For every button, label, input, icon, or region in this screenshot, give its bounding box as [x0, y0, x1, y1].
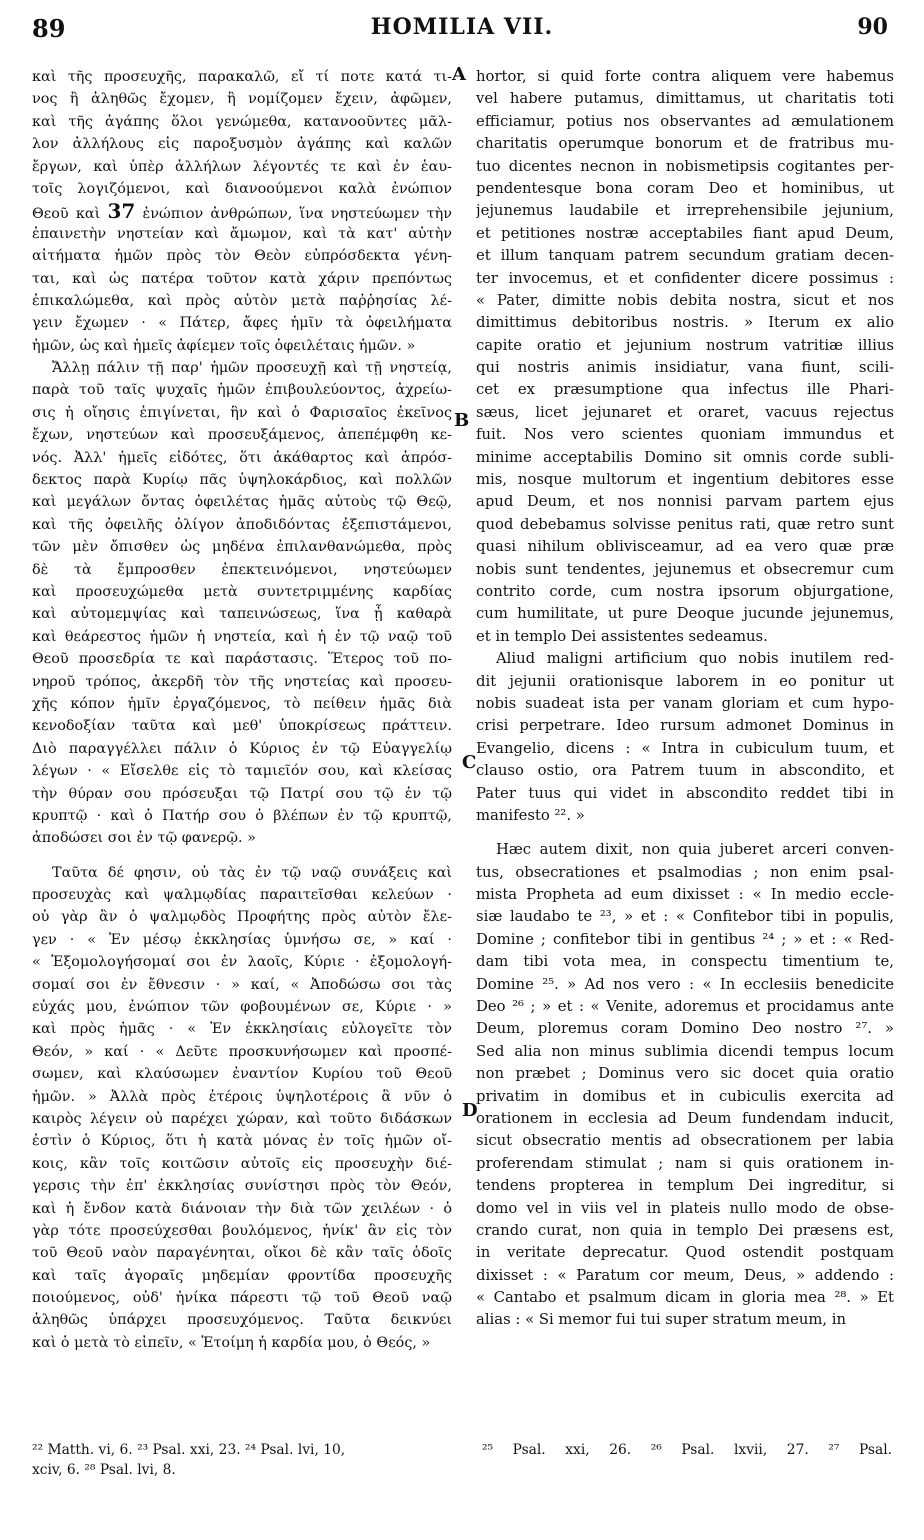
latin-text-line: fuit. Nos vero scientes quoniam immundus et — [476, 426, 894, 444]
latin-text-line: alias : « Si memor fui tui super stratum meum, in — [476, 1311, 847, 1329]
greek-text-line: ἡμῶν. » Ἀλλὰ πρὸς ἑτέροις ὑψηλοτέροις ἃ νῦν ὁ — [32, 1088, 452, 1105]
greek-text-line: ἔργων, καὶ ὑπὲρ ἀλλήλων λέγοντές τε καὶ ἐν ἑαυ- — [32, 158, 452, 175]
greek-text-line: ται, καὶ ὡς πατέρα τοῦτον κατὰ χάριν πρεπόντως — [32, 270, 452, 287]
greek-text-line: καὶ μεγάλων ὄντας ὀφειλέτας ἡμᾶς αὐτοὺς τῷ Θεῷ, — [32, 494, 452, 511]
latin-text-line: Deum, ploremus coram Domino Deo nostro ²⁷. » — [476, 1020, 894, 1038]
latin-text-line: siæ laudabo te ²³, » et : « Confitebor tibi in populis, — [476, 908, 894, 926]
latin-text-line: pendentesque bona coram Deo et hominibus, ut — [476, 179, 894, 197]
latin-text-line: hortor, si quid forte contra aliquem vere habemus — [476, 68, 894, 85]
latin-text-line: efficiamur, potius nos observantes ad æmulationem — [476, 112, 894, 130]
latin-text-line: apud Deum, et nos nonnisi parvam partem ejus — [476, 493, 894, 511]
latin-text-line: dimittimus debitoribus nostris. » Iterum ex alio — [476, 314, 894, 332]
latin-text-line: Domine ; confitebor tibi in gentibus ²⁴ ; » et : « Red- — [476, 930, 894, 948]
latin-text-line: clauso ostio, ora Patrem tuum in abscondito, et — [476, 762, 894, 780]
latin-text-line: quod debebamus solvisse penitus rati, quæ retro sunt — [476, 515, 894, 533]
greek-text-line: λον ἀλλήλους εἰς παροξυσμὸν ἀγάπης καὶ καλῶν — [32, 136, 452, 153]
latin-text-line: cet ex præsumptione qua infectus ille Phari- — [476, 381, 894, 399]
greek-text-line: σομαί σοι ἐν ἔθνεσιν · » καί, « Ἀποδώσω σοι τὰς — [32, 976, 452, 993]
latin-text-line: et illum tanquam patrem secundum gratiam decen- — [476, 247, 894, 265]
greek-text-line: ἡμῶν, ὡς καὶ ἡμεῖς ἀφίεμεν τοῖς ὀφειλέταις ἡμῶν. » — [32, 337, 416, 354]
greek-text-line: νηροῦ τρόπος, ἀκερδῆ τὸν τῆς νηστείας καὶ προσευ- — [32, 673, 452, 690]
latin-text-line: vel habere putamus, dimittamus, ut charitatis toti — [476, 90, 894, 108]
greek-text-line: ἔχων, νηστεύων καὶ προσευξάμενος, ἀπεπέμφθη κε- — [32, 427, 452, 444]
latin-text-line: crisi perpetrare. Ideo rursum admonet Dominus in — [476, 717, 894, 735]
latin-text-line: capite oratio et jejunium nostrum vatritiæ illius — [476, 336, 894, 354]
latin-text-line: charitatis operumque bonorum et de fratribus mu- — [476, 135, 894, 153]
greek-text-line: καιρὸς λέγειν οὐ παρέχει χώραν, καὶ τοῦτο διδάσκων — [32, 1110, 452, 1127]
greek-text-line: γερσις τὴν ἐπ' ἐκκλησίας συνίστησι πρὸς τὸν Θεόν, — [32, 1178, 452, 1195]
greek-text-line: κοις, κἂν τοῖς κοιτῶσιν αὐτοῖς εἰς προσευχὴν διέ- — [32, 1155, 452, 1172]
greek-text-line: καὶ ὁ μετὰ τὸ εἰπεῖν, « Ἑτοίμη ἡ καρδία μου, ὁ Θεός, » — [32, 1334, 431, 1351]
greek-text-line: Θεόν, » καί · « Δεῦτε προσκυνήσωμεν καὶ προσπέ- — [32, 1043, 452, 1060]
greek-text-line: καὶ προσευχώμεθα μετὰ συντετριμμένης καρδίας — [32, 583, 452, 600]
greek-text-line: Θεοῦ προσεδρία τε καὶ παράστασις. Ἕτερος τοῦ πο- — [32, 651, 452, 668]
greek-text-line: ἐπαινετὴν νηστείαν καὶ ἄμωμον, καὶ τὰ κατ' αὐτὴν — [32, 225, 452, 242]
greek-text-line: καὶ αὐτομεμψίας καὶ ταπεινώσεως, ἵνα ᾖ καθαρὰ — [32, 606, 452, 623]
greek-text-line: καὶ θεάρεστος ἡμῶν ἡ νηστεία, καὶ ἡ ἐν τῷ ναῷ τοῦ — [32, 628, 452, 645]
latin-text-line: domo vel in viis vel in plateis nullo modo de obse- — [476, 1199, 894, 1217]
latin-text-line: crando curat, non quia in templo Dei præsens est, — [476, 1221, 894, 1239]
latin-text-line: dit jejunii orationisque laborem in eo ponitur ut — [476, 672, 894, 690]
greek-text-line: τοῖς λογιζόμενοι, καὶ διανοούμενοι καλὰ ἐνώπιον — [32, 180, 452, 197]
latin-text-line: et petitiones nostræ acceptabiles fiant apud Deum, — [476, 224, 894, 242]
latin-text-line: orationem in ecclesia ad Deum fundendam inducit, — [476, 1109, 894, 1127]
greek-text-line: νός. Ἀλλ' ἡμεῖς εἰδότες, ὅτι ἀκάθαρτος καὶ ἀπρόσ- — [32, 449, 452, 466]
greek-text-line: Ταῦτα δέ φησιν, οὐ τὰς ἐν τῷ ναῷ συνάξεις καὶ — [52, 864, 452, 881]
greek-text-line: Ἄλλῃ πάλιν τῇ παρ' ἡμῶν προσευχῇ καὶ τῇ νηστείᾳ, — [52, 360, 452, 377]
latin-text-line: nobis sunt tendentes, jejunemus et obsecremur cum — [476, 560, 894, 578]
latin-text-line: mis, nosque multorum et ingentium debitores esse — [476, 471, 894, 489]
footnote-line: ²² Matth. vi, 6. ²³ Psal. xxi, 23. ²⁴ Psal. lvi, 10, — [32, 1442, 346, 1458]
latin-text-line: mista Propheta ad eum dixisset : « In medio eccle- — [476, 886, 894, 904]
latin-text-line: dixisset : « Paratum cor meum, Deus, » addendo : — [476, 1266, 894, 1284]
greek-text-line: καὶ τῆς ὀφειλῆς ὀλίγον ἀποδιδόντας ἐξεπιστάμενοι, — [32, 516, 452, 533]
greek-text-line: ἀποδώσει σοι ἐν τῷ φανερῷ. » — [32, 830, 256, 847]
greek-text-line: ἀληθῶς ὑπάρχει προσευχόμενος. Ταῦτα δεικνύει — [32, 1312, 452, 1329]
latin-text-line: Deo ²⁶ ; » et : « Venite, adoremus et procidamus ante — [476, 998, 894, 1016]
footnotes — [32, 1440, 894, 1480]
latin-text-line: contrito corde, cum nostra ipsorum objurgatione, — [476, 582, 894, 600]
greek-text-line: « Ἐξομολογήσομαί σοι ἐν λαοῖς, Κύριε · ἐξομολογή- — [32, 954, 452, 971]
latin-text-line: Pater tuus qui videt in abscondito reddet tibi in — [476, 784, 894, 802]
footnote-line: xciv, 6. ²⁸ Psal. lvi, 8. — [32, 1462, 176, 1478]
latin-text-line: et in templo Dei assistentes sedeamus. — [476, 627, 768, 645]
greek-text-line: τῶν μὲν ὄπισθεν ὡς μηδένα ἐπιλανθανώμεθα, πρὸς — [32, 539, 452, 556]
page-number-left: 89 — [32, 14, 66, 43]
latin-text-line: cum humilitate, ut pure Deoque jucunde jejunemus, — [476, 605, 894, 623]
latin-text-line: Domine ²⁵. » Ad nos vero : « In ecclesiis benedicite — [476, 975, 894, 993]
greek-text-line: κρυπτῷ · καὶ ὁ Πατήρ σου ὁ βλέπων ἐν τῷ κρυπτῷ, — [32, 807, 452, 824]
greek-text-line: γειν ἔχωμεν · « Πάτερ, ἄφες ἡμῖν τὰ ὀφειλήματα — [32, 315, 452, 332]
latin-text-line: nobis suadeat ista per vanam gloriam et cum hypo- — [476, 694, 894, 712]
greek-text-line: ἐστὶν ὁ Κύριος, ὅτι ἡ κατὰ μόνας ἐν τοῖς ἡμῶν οἴ- — [32, 1133, 452, 1150]
greek-text-line: καὶ πρὸς ἡμᾶς · « Ἐν ἐκκλησίαις εὐλογεῖτε τὸν — [32, 1021, 452, 1038]
margin-letter-a: A — [452, 64, 466, 85]
greek-text-line: ποιούμενος, οὐδ' ἡνίκα πάρεστι τῷ τοῦ Θεοῦ ναῷ — [32, 1290, 452, 1307]
greek-text-line: γεν · « Ἐν μέσῳ ἐκκλησίας ὑμνήσω σε, » καί · — [32, 931, 452, 948]
greek-text-line: εὐχάς μου, ἐνώπιον τῶν φοβουμένων σε, Κύριε · » — [32, 999, 452, 1016]
latin-text-line: tendens propterea in templum Dei ingreditur, si — [476, 1177, 894, 1195]
latin-text-line: jejunemus laudabile et irreprehensibile jejunium, — [476, 202, 894, 220]
greek-text-line: καὶ τῆς ἀγάπης ὅλοι γενώμεθα, κατανοοῦντες μᾶλ- — [32, 113, 452, 130]
greek-text-line: καὶ τῆς προσευχῆς, παρακαλῶ, εἴ τί ποτε κατά τι- — [32, 69, 452, 85]
greek-text-line: κενοδοξίαν ταῦτα καὶ μεθ' ὑποκρίσεως πράττειν. — [32, 718, 452, 735]
latin-text-line: in veritate deprecatur. Quod ostendit postquam — [476, 1244, 894, 1262]
greek-text-line: αἰτήματα ἡμῶν πρὸς τὸν Θεὸν εὐπρόσδεκτα γένη- — [32, 248, 452, 265]
greek-text-line: δεκτος παρὰ Κυρίῳ πᾶς ὑψηλοκάρδιος, καὶ πολλῶν — [32, 472, 452, 489]
latin-text-line: privatim in domibus et in cubiculis exercita ad — [476, 1087, 894, 1105]
latin-text-line: manifesto ²². » — [476, 806, 585, 824]
latin-text-line: ter invocemus, et et confidenter dicere possimus : — [476, 269, 894, 287]
greek-text-line: ἐπικαλώμεθα, καὶ πρὸς αὐτὸν μετὰ παῤῥησίας λέ- — [32, 292, 452, 309]
greek-text-line: τοῦ Θεοῦ ναὸν παραγένηται, οἴκοι δὲ κἂν ταῖς ὁδοῖς — [32, 1245, 452, 1262]
greek-text-line: λέγων · « Εἴσελθε εἰς τὸ ταμιεῖόν σου, καὶ κλείσας — [32, 763, 452, 780]
latin-text-line: Hæc autem dixit, non quia juberet arceri conven- — [496, 841, 894, 859]
latin-text-line: Evangelio, dicens : « Intra in cubiculum tuum, et — [476, 739, 894, 757]
greek-text-line: προσευχὰς καὶ ψαλμῳδίας παραιτεῖσθαι κελεύων · — [32, 887, 452, 904]
greek-text-line: καὶ ἡ ἔνδον κατὰ διάνοιαν τὴν διὰ τῶν χειλέων · ὁ — [32, 1200, 452, 1217]
greek-text-line: νος ἢ ἀληθῶς ἔχομεν, ἢ νομίζομεν ἔχειν, ἀφῶμεν, — [32, 91, 452, 108]
running-title: HOMILIA VII. — [370, 14, 554, 40]
greek-text-line: οὐ γὰρ ἂν ὁ ψαλμῳδὸς Προφήτης πρὸς αὐτὸν ἔλε- — [32, 909, 452, 926]
greek-text-line: γὰρ τότε προσεύχεσθαι βουλόμενος, ἡνίκ' ἂν εἰς τὸν — [32, 1222, 452, 1239]
latin-text-line: dam tibi vota mea, in conspectu timentium te, — [476, 953, 894, 971]
page-number-right: 90 — [857, 14, 888, 40]
latin-text-line: tuo dicentes necnon in nobismetipsis cogitantes per- — [476, 157, 894, 175]
latin-text-line: « Pater, dimitte nobis debita nostra, sicut et nos — [476, 291, 894, 309]
greek-text-line: Θεοῦ καὶ 37 ἐνώπιον ἀνθρώπων, ἵνα νηστεύωμεν τὴν — [32, 200, 452, 223]
greek-text-line: Διὸ παραγγέλλει πάλιν ὁ Κύριος ἐν τῷ Εὐαγγελίῳ — [32, 740, 452, 757]
latin-text-line: « Cantabo et psalmum dicam in gloria mea ²⁸. » Et — [476, 1289, 894, 1307]
latin-text-line: minime acceptabilis Domino sit omnis corde subli- — [476, 448, 894, 466]
latin-text-line: qui nostris animis insidiatur, vana fiunt, scili- — [476, 359, 894, 377]
margin-letter-d: D — [462, 1100, 478, 1121]
latin-text-line: quasi nihilum oblivisceamur, ad ea vero quæ præ — [476, 538, 894, 556]
greek-text-line: σωμεν, καὶ κλαύσωμεν ἐναντίον Κυρίου τοῦ Θεοῦ — [32, 1066, 452, 1083]
latin-text-line: Aliud maligni artificium quo nobis inutilem red- — [496, 650, 894, 668]
latin-column — [476, 66, 894, 1332]
greek-text-line: δὲ τὰ ἔμπροσθεν ἐπεκτεινόμενοι, νηστεύωμεν — [32, 561, 452, 578]
greek-column — [32, 66, 452, 1354]
latin-text-line: sicut obsecratio mentis ad obsecrationem per labia — [476, 1132, 894, 1150]
margin-letter-b: B — [454, 410, 470, 431]
latin-text-line: non præbet ; Dominus vero sic docet quia oratio — [476, 1065, 894, 1083]
latin-text-line: tus, obsecrationes et psalmodias ; non enim psal- — [476, 863, 894, 881]
latin-text-line: sæus, licet jejunaret et oraret, vacuus rejectus — [476, 403, 894, 421]
margin-letter-c: C — [462, 752, 477, 773]
column-number-marker: 37 — [107, 200, 136, 223]
greek-text-line: σις ἡ οἴησις ἐπιγίνεται, ἣν καὶ ὁ Φαρισαῖος ἐκεῖνος — [32, 404, 452, 421]
latin-text-line: Sed alia non minus sublimia dicendi tempus locum — [476, 1042, 894, 1060]
latin-text-line: proferendam stimulat ; nam si quis orationem in- — [476, 1154, 894, 1172]
greek-text-line: καὶ ταῖς ἀγοραῖς μηδεμίαν φροντίδα προσευχῆς — [32, 1267, 452, 1284]
greek-text-line: τὴν θύραν σου πρόσευξαι τῷ Πατρί σου τῷ ἐν τῷ — [32, 785, 452, 802]
greek-text-line: παρὰ τοῦ ταῖς ψυχαῖς ἡμῶν ἐπιβουλεύοντος, ἀχρείω- — [32, 382, 452, 399]
greek-text-line: χῆς κόπον ἡμῖν ἐργαζόμενος, τὸ πείθειν ἡμᾶς διὰ — [32, 695, 452, 712]
footnote-line: ²⁵ Psal. xxi, 26. ²⁶ Psal. lxvii, 27. ²⁷ Psal. — [482, 1442, 892, 1458]
